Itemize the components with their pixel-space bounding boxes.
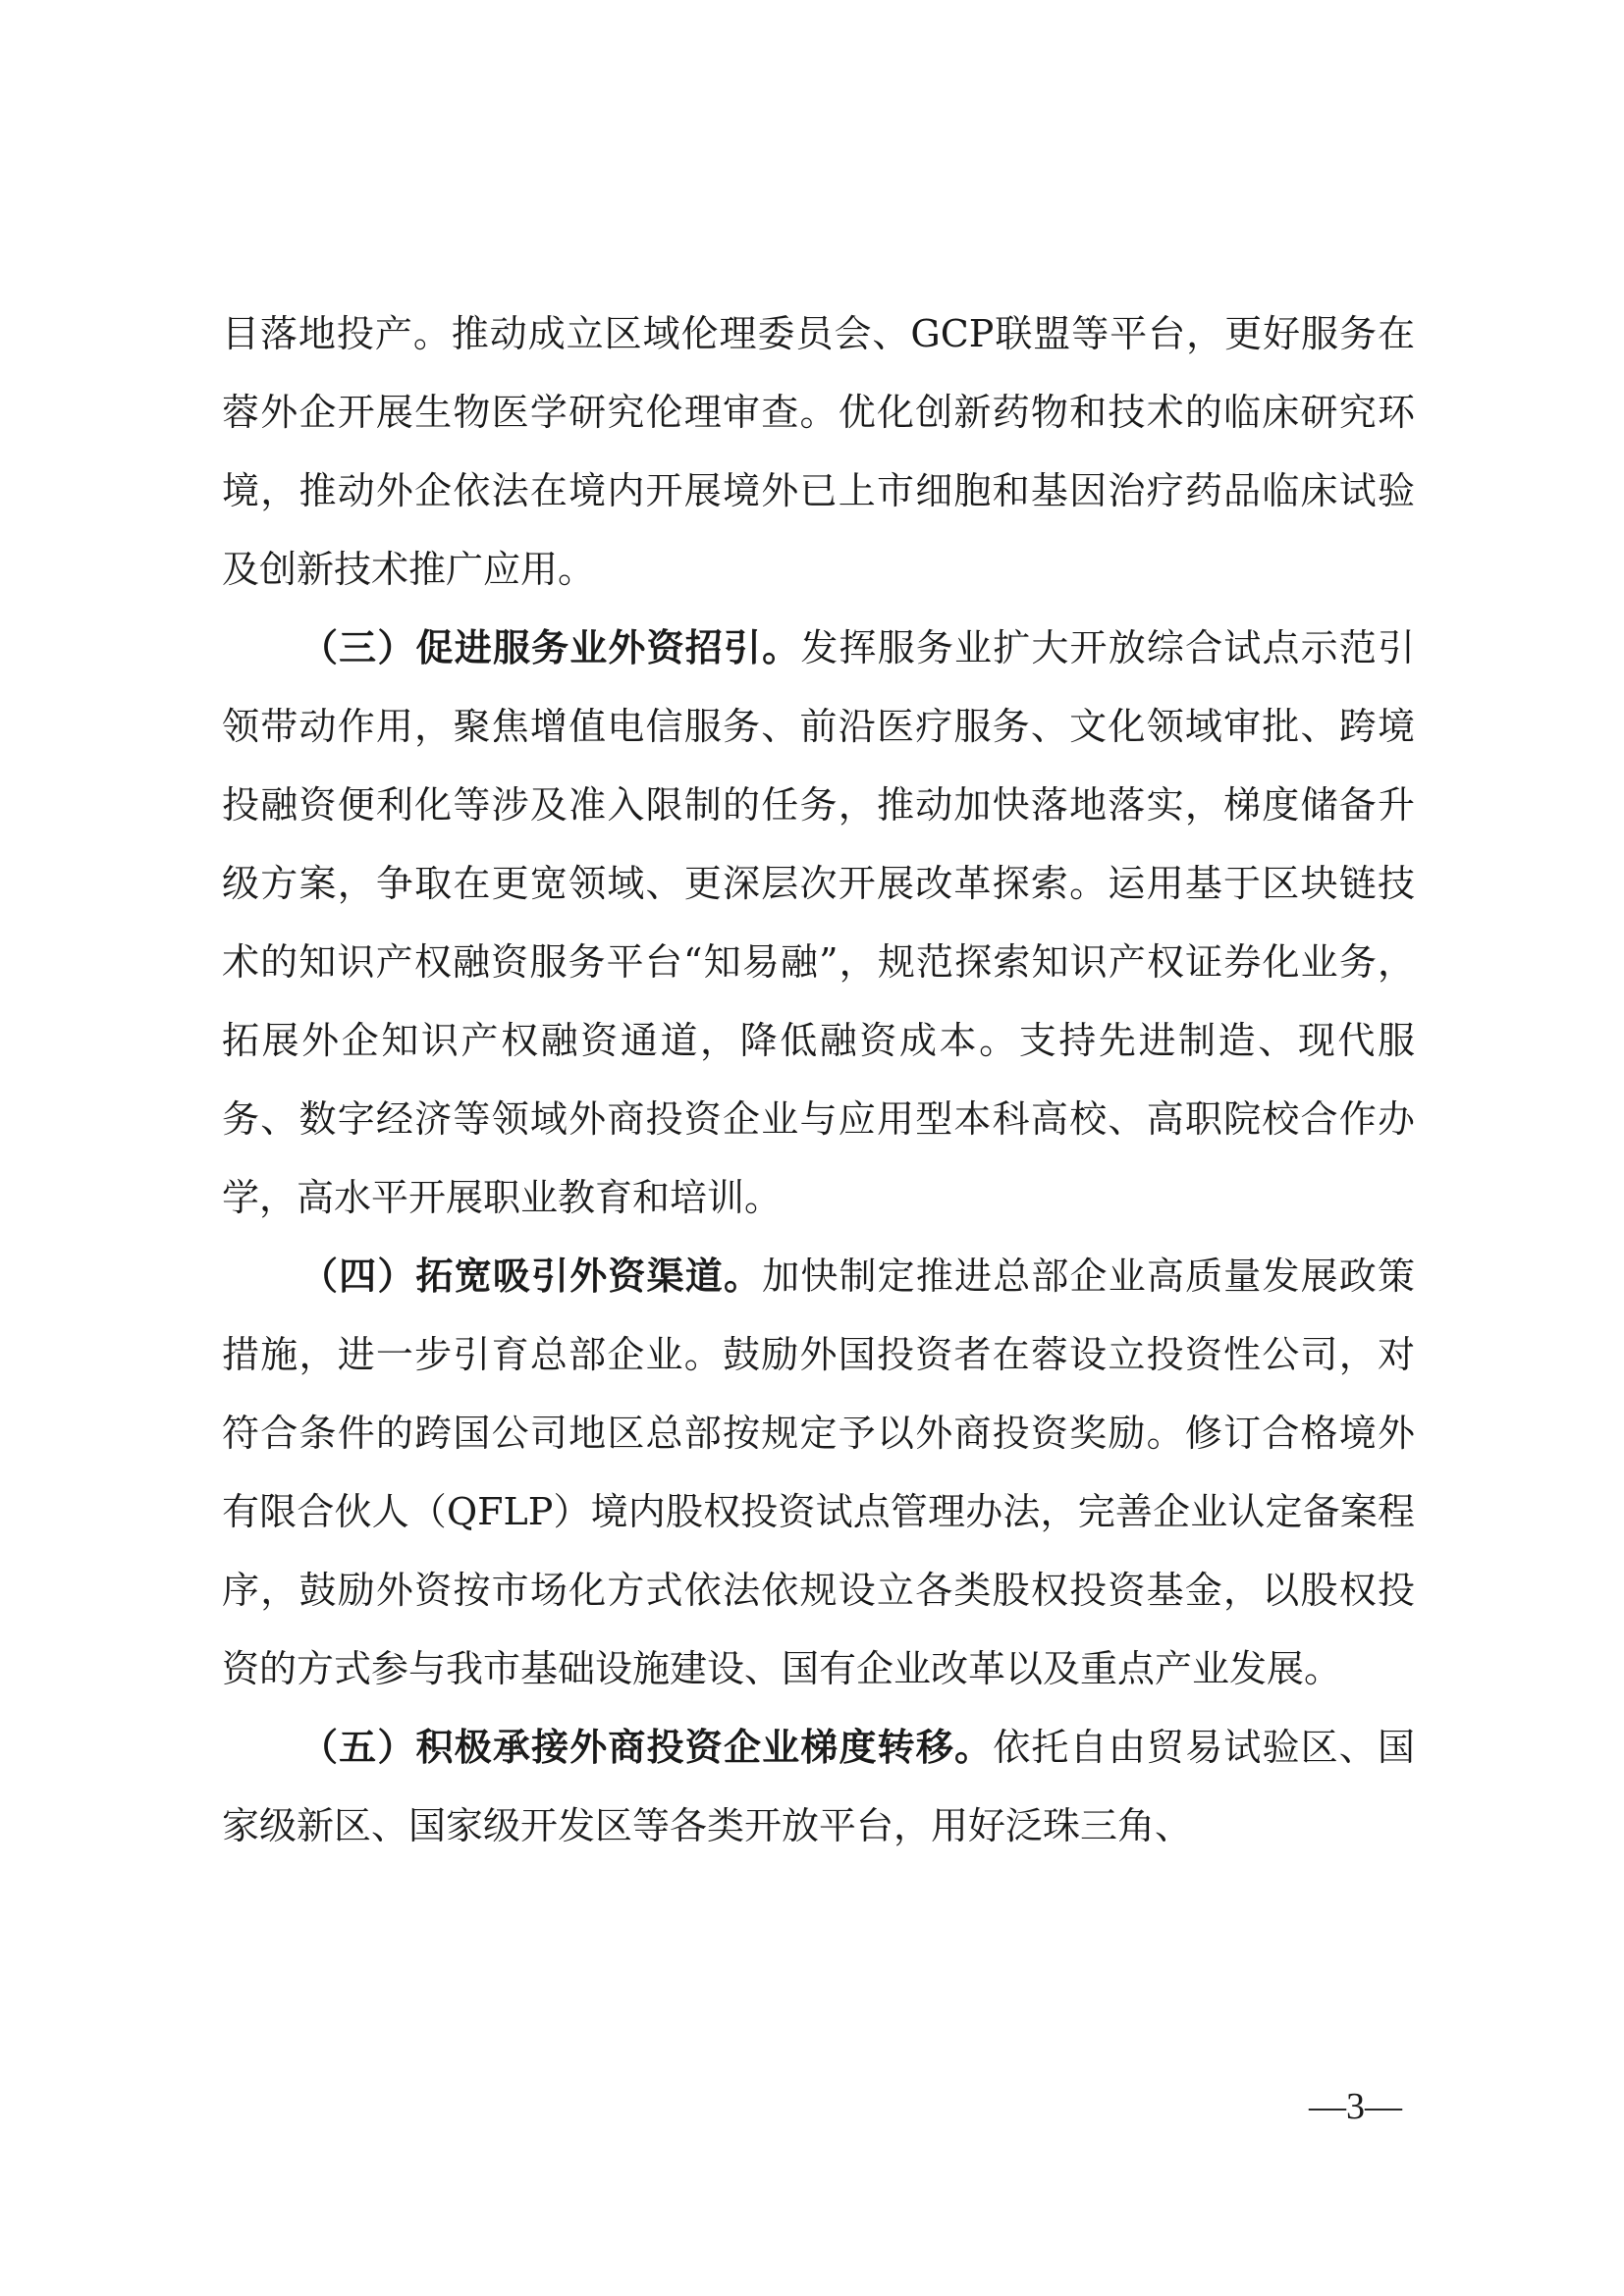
paragraph-1 (222, 294, 1415, 609)
body-text (222, 294, 1415, 1865)
paragraph-3-heading: （四）拓宽吸引外资渠道。 (300, 1254, 763, 1298)
paragraph-1-body: 目落地投产。推动成立区域伦理委员会、GCP联盟等平台，更好服务在蓉外企开展生物医学研究伦理审查。优化创新药物和技术的临床研究环境，推动外企依法在境内开展境外已上市细胞和基因治疗药品临床试验及创新技术推广应用。 (222, 312, 1415, 591)
paragraph-3-body: 加快制定推进总部企业高质量发展政策措施，进一步引育总部企业。鼓励外国投资者在蓉设立投资性公司，对符合条件的跨国公司地区总部按规定予以外商投资奖励。修订合格境外有限合伙人（QFLP）境内股权投资试点管理办法，完善企业认定备案程序，鼓励外资按市场化方式依法依规设立各类股权投资基金，以股权投资的方式参与我市基础设施建设、国有企业改革以及重点产业发展。 (222, 1255, 1415, 1690)
paragraph-4-body: 依托自由贸易试验区、国家级新区、国家级开发区等各类开放平台，用好泛珠三角、 (222, 1726, 1415, 1847)
paragraph-3 (222, 1237, 1415, 1708)
paragraph-4-heading: （五）积极承接外商投资企业梯度转移。 (300, 1725, 994, 1769)
page-number: —3— (1309, 2086, 1402, 2127)
paragraph-2-body: 发挥服务业扩大开放综合试点示范引领带动作用，聚焦增值电信服务、前沿医疗服务、文化领域审批、跨境投融资便利化等涉及准入限制的任务，推动加快落地落实，梯度储备升级方案，争取在更宽领域、更深层次开展改革探索。运用基于区块链技术的知识产权融资服务平台“知易融”，规范探索知识产权证券化业务，拓展外企知识产权融资通道，降低融资成本。支持先进制造、现代服务、数字经济等领域外商投资企业与应用型本科高校、高职院校合作办学，高水平开展职业教育和培训。 (222, 626, 1415, 1219)
paragraph-2 (222, 609, 1415, 1237)
paragraph-4 (222, 1708, 1415, 1865)
paragraph-2-heading: （三）促进服务业外资招引。 (300, 625, 801, 669)
